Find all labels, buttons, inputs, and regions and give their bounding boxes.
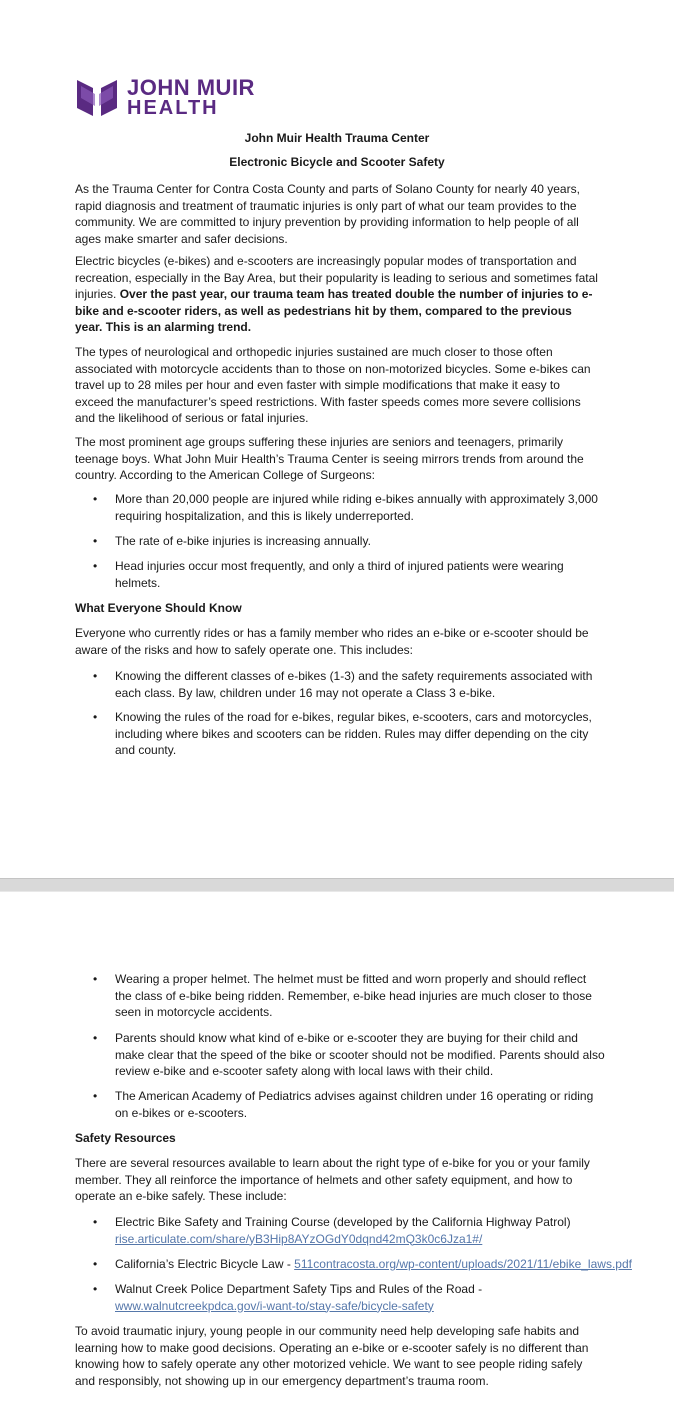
- know-item: Knowing the rules of the road for e-bikes, regular bikes, e-scooters, cars and motorcycles, including where bikes and scooters can be ridden. Rules may differ depending on the city and county.: [115, 710, 592, 757]
- know-item: Wearing a proper helmet. The helmet must be fitted and worn properly and should reflect the class of e-bike being ridden. Remember, e-bike head injuries are much closer to those seen in motorcycle accidents.: [115, 972, 592, 1019]
- know-item: The American Academy of Pediatrics advises against children under 16 operating or riding on e-bikes or e-scooters.: [115, 1089, 594, 1120]
- document-page-2: [0, 892, 674, 1420]
- resource-item: California’s Electric Bicycle Law - 511contracosta.org/wp-content/uploads/2021/11/ebike_laws.pdf: [115, 1257, 632, 1271]
- logo-line1: JOHN MUIR: [127, 75, 255, 100]
- safety-resources-heading: Safety Resources: [75, 1131, 176, 1145]
- bullet-icon: •: [93, 1215, 98, 1229]
- document-title: John Muir Health Trauma Center: [244, 131, 430, 145]
- bullet-icon: •: [93, 669, 98, 683]
- know-intro: Everyone who currently rides or has a family member who rides an e-bike or e-scooter should be aware of the risks and how to safely operate one. This includes:: [75, 626, 589, 657]
- bullet-icon: •: [93, 559, 98, 573]
- bullet-icon: •: [93, 972, 98, 986]
- know-item: Parents should know what kind of e-bike or e-scooter they are buying for their child and make clear that the speed of the bike or scooter should not be modified. Parents should also review e-bike and e-scooter safety along with local laws with their child.: [115, 1031, 605, 1078]
- know-item: Knowing the different classes of e-bikes (1-3) and the safety requirements associated with each class. By law, children under 16 may not operate a Class 3 e-bike.: [115, 669, 593, 700]
- bullet-icon: •: [93, 492, 98, 506]
- resource-item: Walnut Creek Police Department Safety Tips and Rules of the Road - www.walnutcreekpdca.gov/i-want-to/stay-safe/bicycle-safety: [115, 1282, 483, 1313]
- what-everyone-should-know-heading: What Everyone Should Know: [75, 601, 242, 615]
- intro-paragraph-4: The most prominent age groups suffering these injuries are seniors and teenagers, primarily teenage boys. What John Muir Health’s Trauma Center is seeing mirrors trends from around the country. According to the American College of Surgeons:: [75, 435, 584, 482]
- resource-link-ebike-course[interactable]: rise.articulate.com/share/yB3Hip8AYzOGdY0dqnd42mQ3k0c6Jza1#/: [115, 1231, 483, 1246]
- resource-item: Electric Bike Safety and Training Course (developed by the California Highway Patrol) rise.articulate.com/share/yB3Hip8AYzOGdY0dqnd42mQ3k0c6Jza1#/: [115, 1215, 571, 1246]
- intro-paragraph-2: Electric bicycles (e-bikes) and e-scooters are increasingly popular modes of transportation and recreation, especially in the Bay Area, but their popularity is leading to serious and sometimes fatal injuries. Over the past year, our trauma team has treated double the number of injuries to e-bike and e-scooter riders, as well as pedestrians hit by them, compared to the previous year. This is an alarming trend.: [75, 254, 598, 334]
- stat-item: Head injuries occur most frequently, and only a third of injured patients were wearing helmets.: [115, 559, 564, 590]
- bullet-icon: •: [93, 534, 98, 548]
- resource-link-ebike-law[interactable]: 511contracosta.org/wp-content/uploads/2021/11/ebike_laws.pdf: [294, 1257, 632, 1271]
- page-separator: [0, 878, 674, 892]
- resource-link-walnut-creek[interactable]: www.walnutcreekpdca.gov/i-want-to/stay-safe/bicycle-safety: [115, 1298, 434, 1313]
- resources-intro: There are several resources available to learn about the right type of e-bike for you or your family member. They all reinforce the importance of helmets and other safety equipment, and how to operate an e-bike safely. These include:: [75, 1156, 590, 1203]
- john-muir-health-logo: [75, 76, 255, 120]
- logo-line2: HEALTH: [127, 97, 219, 119]
- bullet-icon: •: [93, 1257, 98, 1271]
- logo-mark-icon: [75, 76, 119, 120]
- document-subtitle: Electronic Bicycle and Scooter Safety: [229, 155, 445, 169]
- bullet-icon: •: [93, 1031, 98, 1045]
- intro-paragraph-3: The types of neurological and orthopedic injuries sustained are much closer to those often associated with motorcycle accidents than to those on non-motorized bicycles. Some e-bikes can travel up to 28 miles per hour and even faster with simple modifications that make it easy to exceed the manufacturer’s speed restrictions. With faster speeds comes more severe collisions and the likelihood of serious or fatal injuries.: [75, 345, 591, 425]
- bullet-icon: •: [93, 1282, 98, 1296]
- bullet-icon: •: [93, 710, 98, 724]
- bullet-icon: •: [93, 1089, 98, 1103]
- intro-paragraph-1: As the Trauma Center for Contra Costa County and parts of Solano County for nearly 40 years, rapid diagnosis and treatment of traumatic injuries is only part of what our team provides to the community. We are committed to injury prevention by providing information to help people of all ages make smarter and safer decisions.: [75, 182, 580, 246]
- stat-item: More than 20,000 people are injured while riding e-bikes annually with approximately 3,000 requiring hospitalization, and this is likely underreported.: [115, 492, 598, 523]
- closing-paragraph: To avoid traumatic injury, young people in our community need help developing safe habits and learning how to make good decisions. Operating an e-bike or e-scooter safely is no different than knowing how to safely operate any other motorized vehicle. We want to see people riding safely and responsibly, not showing up in our emergency department’s trauma room.: [75, 1324, 589, 1388]
- stat-item: The rate of e-bike injuries is increasing annually.: [115, 534, 371, 548]
